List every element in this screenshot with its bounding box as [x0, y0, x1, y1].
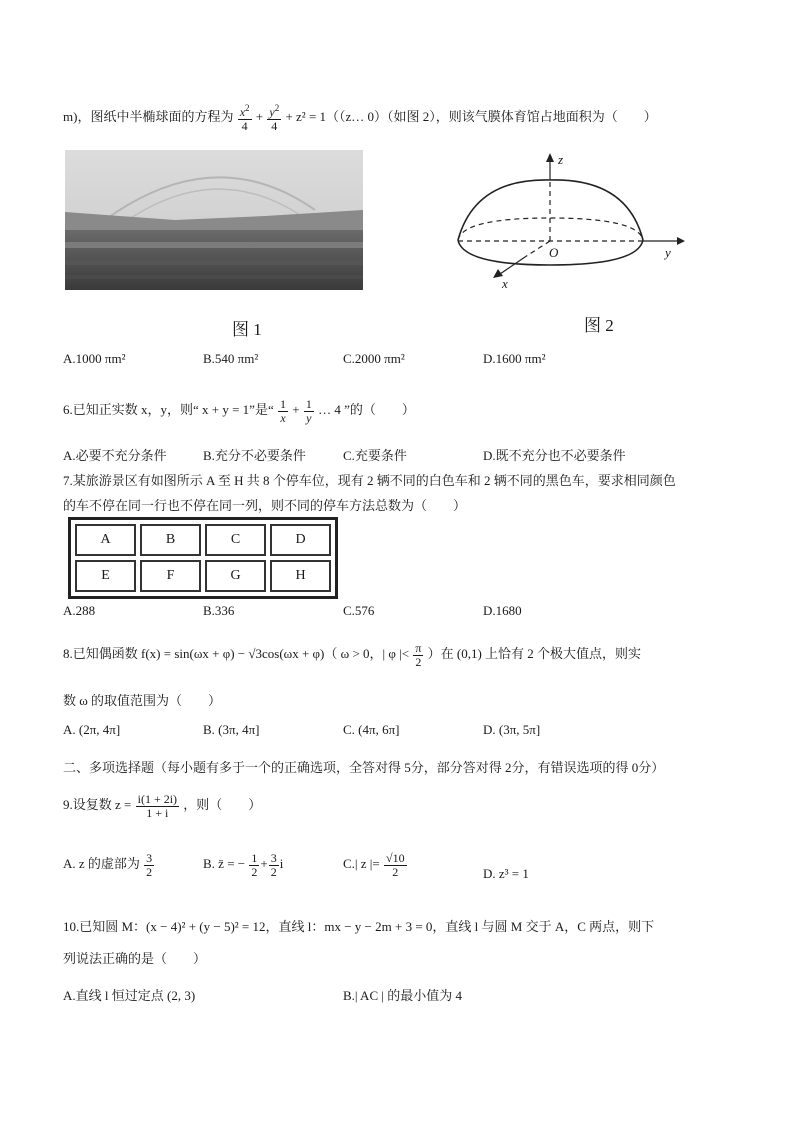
fraction-i-1plus2i-over-1plusi: $\frac{i(1 + 2i)}{1 + i}$ [137, 792, 178, 820]
z-axis-label: z [558, 152, 564, 167]
q10-option-a: A.直线 l 恒过定点 (2, 3) [63, 988, 196, 1003]
q9-option-c-text: C.| z |= [343, 856, 380, 872]
figure-1-photo [65, 150, 363, 290]
fraction-y2-over-4: $\frac{y^2}{4}$ [269, 103, 280, 133]
q9-option-a [63, 852, 155, 878]
parking-space-g: G [205, 560, 266, 592]
q7-stem-line1: 7.某旅游景区有如图所示 A 至 H 共 8 个停车位，现有 2 辆不同的白色车和 2 辆不同的黑色车，要求相同颜色 [63, 473, 676, 488]
q10-option-b: B.| AC | 的最小值为 4 [343, 988, 462, 1003]
q9-stem-b: ，则（ ） [183, 797, 262, 813]
fraction-sqrt10-over-2: $\frac{√10}{2}$ [385, 851, 405, 879]
parking-space-c: C [205, 524, 266, 556]
q5-stem: m)，图纸中半椭球面的方程为 $\frac{x^2}{4}$ + $\frac{y^2}{4}$ + z² = 1（（z… 0）（如图 2），则该气膜体育馆占地面积为（ ） [63, 103, 657, 133]
q7-stem-line2: 的车不停在同一行也不停在同一列，则不同的停车方法总数为（ ） [63, 498, 467, 513]
x-axis-label: x [502, 276, 508, 291]
q9-option-d: D. z³ = 1 [483, 866, 529, 881]
q5-stem-tail: + z² = 1（（z… 0）（如图 2），则该气膜体育馆占地面积为（ ） [285, 109, 657, 125]
parking-space-h: H [270, 560, 331, 592]
q8-stem-b: ）在 (0,1) 上恰有 2 个极大值点，则实 [427, 646, 642, 662]
parking-row-2 [75, 560, 331, 592]
fraction-1-over-y: $\frac{1}{y}$ [305, 397, 312, 425]
q6-option-d: D.既不充分也不必要条件 [483, 448, 626, 463]
q9-option-a-text: A. z 的虚部为 [63, 856, 140, 872]
q8-option-a: A. (2π, 4π] [63, 722, 121, 737]
parking-space-b: B [140, 524, 201, 556]
q5-stem-prefix: m)，图纸中半椭球面的方程为 [63, 109, 234, 125]
section-2-title: 二、多项选择题（每小题有多于一个的正确选项，全答对得 5分，部分答对得 2分，有错误选项的得 0分） [63, 760, 665, 775]
q8-option-c: C. (4π, 6π] [343, 722, 400, 737]
q7-option-b: B.336 [203, 603, 235, 618]
q8-stem-a: 8.已知偶函数 f(x) = sin(ωx + φ) − √3cos(ωx + φ)（ ω > 0，| φ |< [63, 646, 410, 662]
fraction-1-over-x: $\frac{1}{x}$ [279, 397, 286, 425]
q7-option-a: A.288 [63, 603, 96, 618]
origin-label: O [549, 245, 559, 260]
figure-2-caption: 图 2 [584, 316, 614, 335]
q8-stem-line2: 数 ω 的取值范围为（ ） [63, 693, 222, 708]
parking-space-a: A [75, 524, 136, 556]
q8-stem [63, 642, 641, 668]
q5-option-c: C.2000 πm² [343, 351, 405, 366]
parking-grid [68, 517, 338, 599]
fraction-3-over-2-i: $\frac{3}{2}$ [270, 851, 277, 879]
figure-1-caption: 图 1 [232, 320, 262, 339]
parking-space-e: E [75, 560, 136, 592]
parking-row-1 [75, 524, 331, 556]
q7-option-c: C.576 [343, 603, 375, 618]
q6-option-a: A.必要不充分条件 [63, 448, 167, 463]
figure-2-diagram [455, 150, 685, 295]
parking-space-f: F [140, 560, 201, 592]
q10-stem-line1: 10.已知圆 M：(x − 4)² + (y − 5)² = 12，直线 l：mx − y − 2m + 3 = 0，直线 l 与圆 M 交于 A，C 两点，则下 [63, 919, 655, 934]
q9-option-b-text: B. z̄ = − [203, 856, 246, 872]
q5-option-d: D.1600 πm² [483, 351, 546, 366]
q6-option-b: B.充分不必要条件 [203, 448, 306, 463]
q6-option-c: C.充要条件 [343, 448, 407, 463]
fraction-3-over-2: $\frac{3}{2}$ [146, 851, 153, 879]
q5-option-b: B.540 πm² [203, 351, 259, 366]
q8-option-d: D. (3π, 5π] [483, 722, 541, 737]
q9-option-c [343, 852, 408, 878]
q9-stem-a: 9.设复数 z = [63, 797, 132, 813]
q5-option-a: A.1000 πm² [63, 351, 126, 366]
q10-stem-line2: 列说法正确的是（ ） [63, 951, 207, 966]
q7-option-d: D.1680 [483, 603, 522, 618]
q9-stem [63, 793, 261, 819]
q9-option-b: B. z̄ = − $\frac{1}{2}$ + $\frac{3}{2}$ i [203, 851, 284, 879]
y-axis-label: y [665, 245, 671, 260]
q6-stem-b: … 4 ”的（ ） [318, 402, 415, 418]
fraction-1-over-2: $\frac{1}{2}$ [251, 851, 258, 879]
q6-stem-a: 6.已知正实数 x，y，则“ x + y = 1”是“ [63, 402, 274, 418]
fraction-x2-over-4: $\frac{x^2}{4}$ [239, 103, 250, 133]
q6-stem: 6.已知正实数 x，y，则“ x + y = 1”是“ $\frac{1}{x}$ + $\frac{1}{y}$ … 4 ”的（ ） [63, 397, 415, 425]
parking-space-d: D [270, 524, 331, 556]
q8-option-b: B. (3π, 4π] [203, 722, 260, 737]
fraction-pi-over-2: $\frac{\pi}{2}$ [415, 641, 422, 669]
